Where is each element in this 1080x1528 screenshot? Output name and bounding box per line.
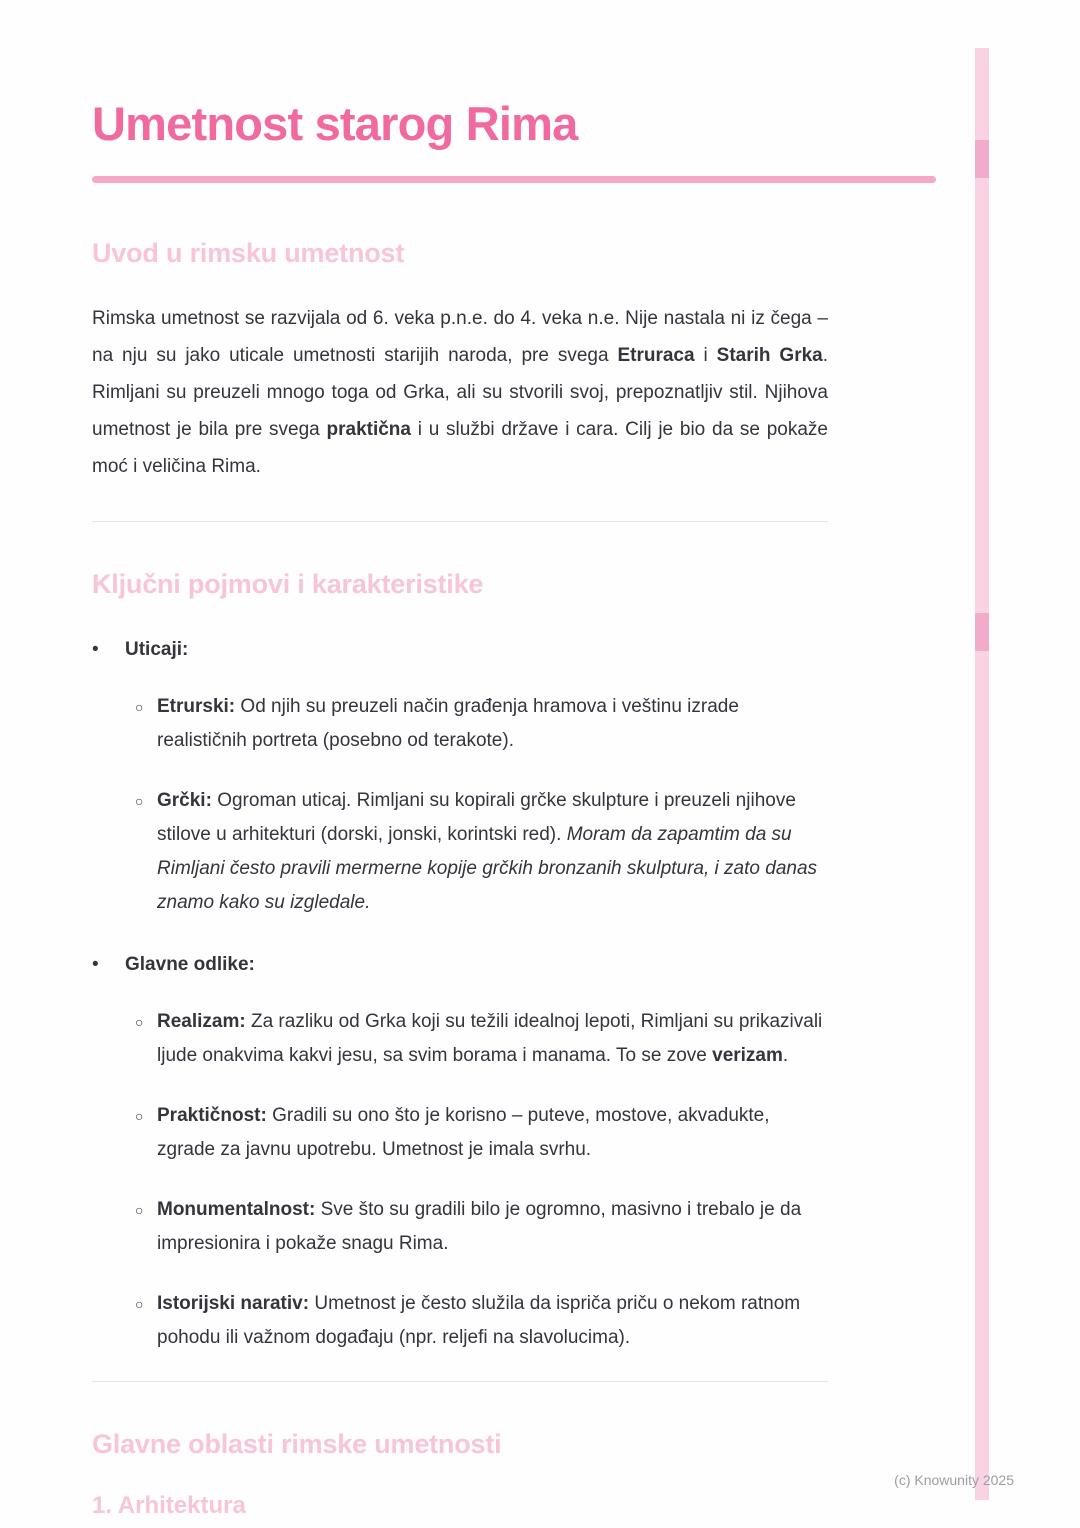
section-divider [92, 521, 828, 522]
page-title: Umetnost starog Rima [92, 97, 578, 150]
bold-term: Starih Grka [716, 345, 823, 366]
bold-term: praktična [326, 419, 411, 440]
footer-credit: (c) Knowunity 2025 [894, 1472, 1014, 1488]
text-segment: Ogroman uticaj. Rimljani su kopirali grčke skulpture i preuzeli njihove stilove u arhitekturi (dorski, jonski, korintski red). [157, 790, 796, 845]
list-item-grcki [135, 784, 828, 920]
term-label: Grčki: [157, 790, 212, 811]
list-item-text [157, 1287, 828, 1355]
accent-mark [975, 613, 989, 651]
disc-bullet-icon: • [92, 639, 99, 660]
term-label: Monumentalnost: [157, 1199, 316, 1220]
intro-paragraph [92, 300, 828, 485]
italic-note: Moram da zapamtim da su Rimljani često pravili mermerne kopije grčkih bronzanih skulptura, i zato danas znamo kako su izgledale. [157, 824, 818, 913]
bold-term: verizam [712, 1045, 783, 1066]
section-divider [92, 1381, 828, 1382]
text-segment: Sve što su gradili bilo je ogromno, masivno i trebalo je da impresionira i pokaže snagu Rima. [157, 1199, 802, 1254]
section-heading-areas: Glavne oblasti rimske umetnosti [92, 1429, 502, 1459]
list-item-text [157, 1193, 828, 1261]
list-item-realizam [135, 1005, 828, 1073]
list-item-etrurski [135, 690, 828, 758]
list-item-uticaji [92, 631, 828, 668]
list-item-text [157, 1099, 828, 1167]
list-item-prakticnost [135, 1099, 828, 1167]
circle-bullet-icon: ○ [135, 793, 144, 809]
bold-term: Etruraca [617, 345, 695, 366]
text-segment: . [782, 1045, 789, 1066]
list-item-istorijski-narativ [135, 1287, 828, 1355]
list-item-text [157, 784, 828, 920]
key-concepts-list [92, 631, 828, 1355]
subsection-heading-arhitektura: 1. Arhitektura [92, 1492, 246, 1519]
circle-bullet-icon: ○ [135, 1202, 144, 1218]
list-item-text [157, 1005, 828, 1073]
text-segment: Od njih su preuzeli način građenja hramova i veštinu izrade realističnih portreta (posebno od terakote). [157, 696, 739, 751]
term-label: Istorijski narativ: [157, 1293, 310, 1314]
circle-bullet-icon: ○ [135, 1108, 144, 1124]
list-item-label: Glavne odlike: [125, 954, 255, 975]
section-heading-intro: Uvod u rimsku umetnost [92, 238, 405, 268]
list-item-glavne-odlike [92, 946, 828, 983]
text-segment: Gradili su ono što je korisno – puteve, mostove, akvadukte, zgrade za javnu upotrebu. Umetnost je imala svrhu. [157, 1105, 770, 1160]
text-segment: Za razliku od Grka koji su težili idealnoj lepoti, Rimljani su prikazivali ljude onakvima kakvi jesu, sa svim borama i manama. To se zove [157, 1011, 823, 1066]
side-accent-strip [975, 48, 989, 1500]
text-segment: i [694, 345, 717, 366]
disc-bullet-icon: • [92, 954, 99, 975]
section-heading-key-concepts: Ključni pojmovi i karakteristike [92, 569, 484, 599]
title-underline-rule [92, 176, 936, 183]
list-item-monumentalnost [135, 1193, 828, 1261]
term-label: Praktičnost: [157, 1105, 267, 1126]
term-label: Etrurski: [157, 696, 236, 717]
document-page [92, 0, 936, 1521]
list-item-text [157, 690, 828, 758]
text-segment: Rimska umetnost se razvijala od 6. veka p.n.e. do 4. veka n.e. Nije nastala ni iz čega – na nju su jako uticale umetnosti starijih naroda, pre svega [92, 308, 828, 366]
text-segment: . Rimljani su preuzeli mnogo toga od Grka, ali su stvorili svoj, prepoznatljiv stil. Njihova umetnost je bila pre svega [92, 345, 829, 440]
accent-mark [975, 140, 989, 178]
text-segment: Umetnost je često služila da ispriča priču o nekom ratnom pohodu ili važnom događaju (npr. reljefi na slavolucima). [157, 1293, 801, 1348]
circle-bullet-icon: ○ [135, 1296, 144, 1312]
text-segment: i u službi države i cara. Cilj je bio da se pokaže moć i veličina Rima. [92, 419, 828, 477]
list-item-label: Uticaji: [125, 639, 189, 660]
term-label: Realizam: [157, 1011, 246, 1032]
circle-bullet-icon: ○ [135, 1014, 144, 1030]
circle-bullet-icon: ○ [135, 699, 144, 715]
